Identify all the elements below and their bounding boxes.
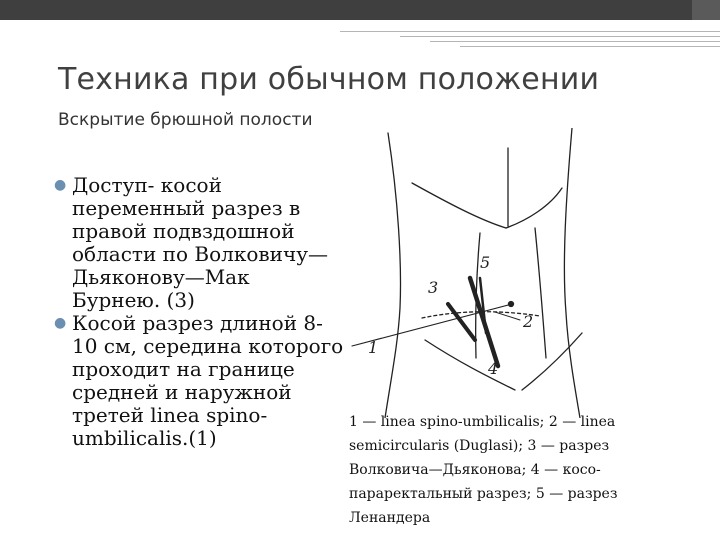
- bullet-text: Косой разрез длиной 8-10 см, середина которого проходит на границе средней и наружной третей linea spino-umbilicalis.(1): [72, 311, 344, 450]
- diagram-label-5: 5: [480, 253, 491, 272]
- decor-line: [460, 46, 720, 47]
- figure-caption: 1 — linea spino-umbilicalis; 2 — linea semicircularis (Duglasi); 3 — разрез Волковича—Дьяконова; 4 — косо-параректальный разрез; 5 — разрез Ленандера: [349, 414, 618, 526]
- bullet-dot-icon: ●: [54, 177, 67, 193]
- iliac-fold-right: [425, 340, 515, 390]
- bullet-item: [54, 174, 344, 312]
- bullet-dot-icon: ●: [54, 315, 67, 331]
- rectus-border-right: [535, 228, 546, 358]
- leader-line-2: [495, 312, 520, 320]
- costal-arch-right: [506, 188, 562, 228]
- iliac-fold-left: [522, 333, 582, 390]
- costal-arch-left: [412, 183, 506, 228]
- diagram-label-2: 2: [523, 312, 534, 331]
- bullet-text: Доступ- косой переменный разрез в правой подвздошной области по Волковичу—Дьяконову—Мак Бурнею. (3): [72, 173, 328, 312]
- diagram-label-3: 3: [428, 278, 439, 297]
- abdomen-incision-diagram: [330, 128, 640, 418]
- torso-right-contour: [564, 128, 580, 418]
- top-bar: [0, 0, 720, 20]
- decor-line: [340, 31, 720, 32]
- bullet-list: [54, 174, 344, 450]
- torso-left-contour: [385, 133, 401, 418]
- decor-line: [430, 41, 720, 42]
- diagram-label-4: 4: [488, 359, 499, 378]
- top-bar-accent: [692, 0, 720, 20]
- slide-title: Техника при обычном положении: [58, 62, 600, 97]
- umbilicus-mark: [509, 302, 514, 307]
- diagram-label-1: 1: [368, 338, 379, 357]
- decor-line: [400, 36, 720, 37]
- slide-subtitle: Вскрытие брюшной полости: [58, 110, 313, 130]
- bullet-item: [54, 312, 344, 450]
- incision-volkovich: [448, 304, 475, 340]
